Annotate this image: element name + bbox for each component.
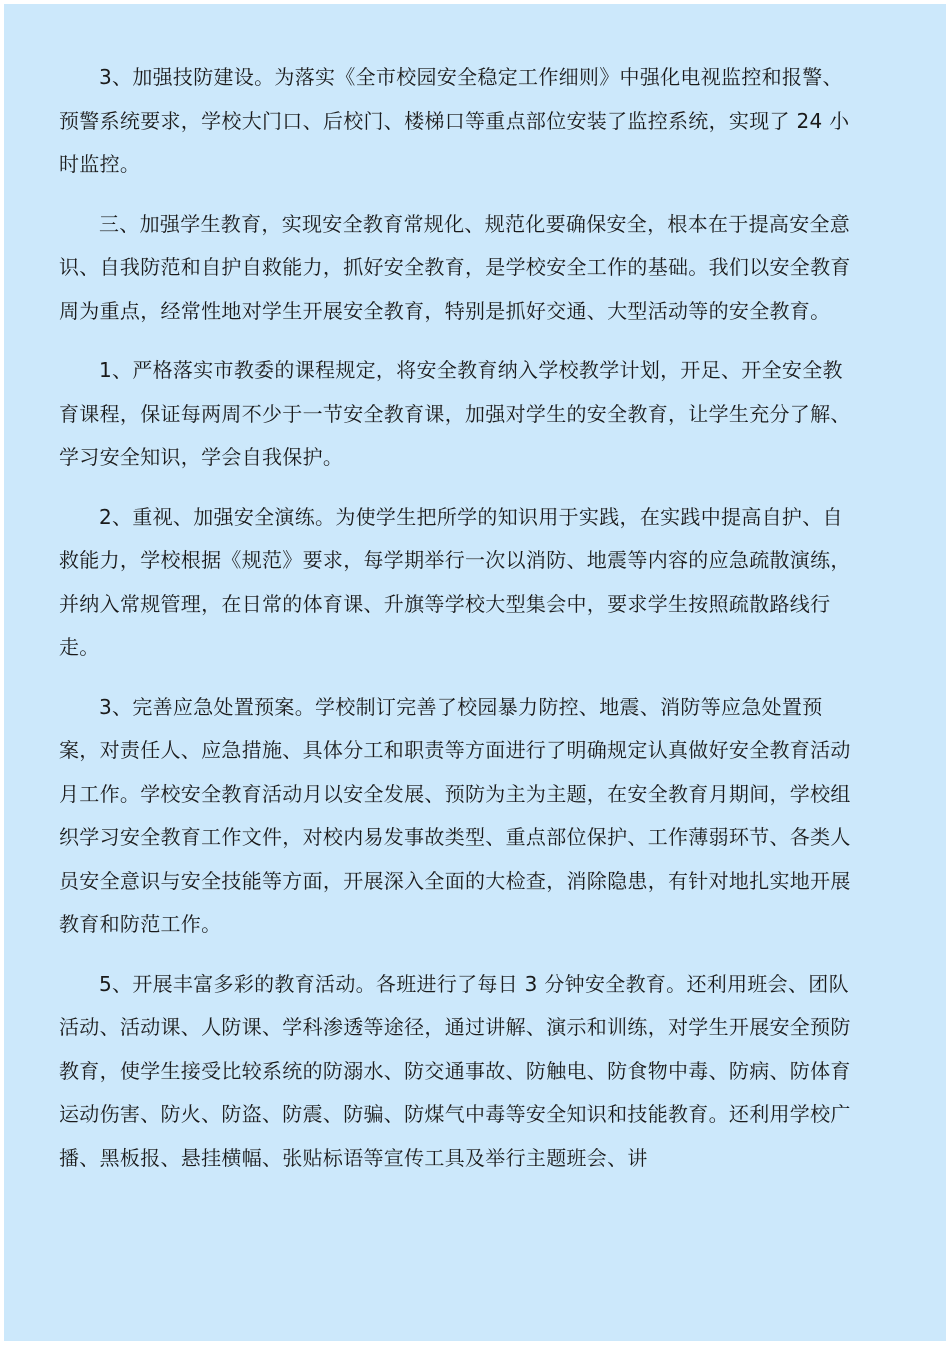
paragraph-education-activities: 5、开展丰富多彩的教育活动。各班进行了每日 3 分钟安全教育。还利用班会、团队活动、活动课、人防课、学科渗透等途径，通过讲解、演示和训练，对学生开展安全预防教育，使学生接受比较系统的防溺水、防交通事故、防触电、防食物中毒、防病、防体育运动伤害、防火、防盗、防震、防骗、防煤气中毒等安全知识和技能教育。还利用学校广播、黑板报、悬挂横幅、张贴标语等宣传工具及举行主题班会、讲	[59, 971, 851, 1170]
paragraph-curriculum: 1、严格落实市教委的课程规定，将安全教育纳入学校教学计划，开足、开全安全教育课程，保证每两周不少于一节安全教育课，加强对学生的安全教育，让学生充分了解、学习安全知识，学会自我保护。	[59, 358, 851, 469]
paragraph-student-education: 三、加强学生教育，实现安全教育常规化、规范化要确保安全，根本在于提高安全意识、自我防范和自护自救能力，抓好安全教育，是学校安全工作的基础。我们以安全教育周为重点，经常性地对学生开展安全教育，特别是抓好交通、大型活动等的安全教育。	[59, 211, 851, 323]
document-page	[4, 4, 946, 1341]
paragraph-safety-drills: 2、重视、加强安全演练。为使学生把所学的知识用于实践，在实践中提高自护、自救能力，学校根据《规范》要求，每学期举行一次以消防、地震等内容的应急疏散演练，并纳入常规管理，在日常的体育课、升旗等学校大型集会中，要求学生按照疏散路线行走。	[59, 504, 851, 659]
paragraph-emergency-plans: 3、完善应急处置预案。学校制订完善了校园暴力防控、地震、消防等应急处置预案，对责任人、应急措施、具体分工和职责等方面进行了明确规定认真做好安全教育活动月工作。学校安全教育活动月以安全发展、预防为主为主题，在安全教育月期间，学校组织学习安全教育工作文件，对校内易发事故类型、重点部位保护、工作薄弱环节、各类人员安全意识与安全技能等方面，开展深入全面的大检查，消除隐患，有针对地扎实地开展教育和防范工作。	[59, 694, 851, 936]
document-body	[59, 56, 859, 1196]
paragraph-tech-defense: 3、加强技防建设。为落实《全市校园安全稳定工作细则》中强化电视监控和报警、预警系统要求，学校大门口、后校门、楼梯口等重点部位安装了监控系统，实现了 24 小时监控。	[59, 65, 850, 176]
